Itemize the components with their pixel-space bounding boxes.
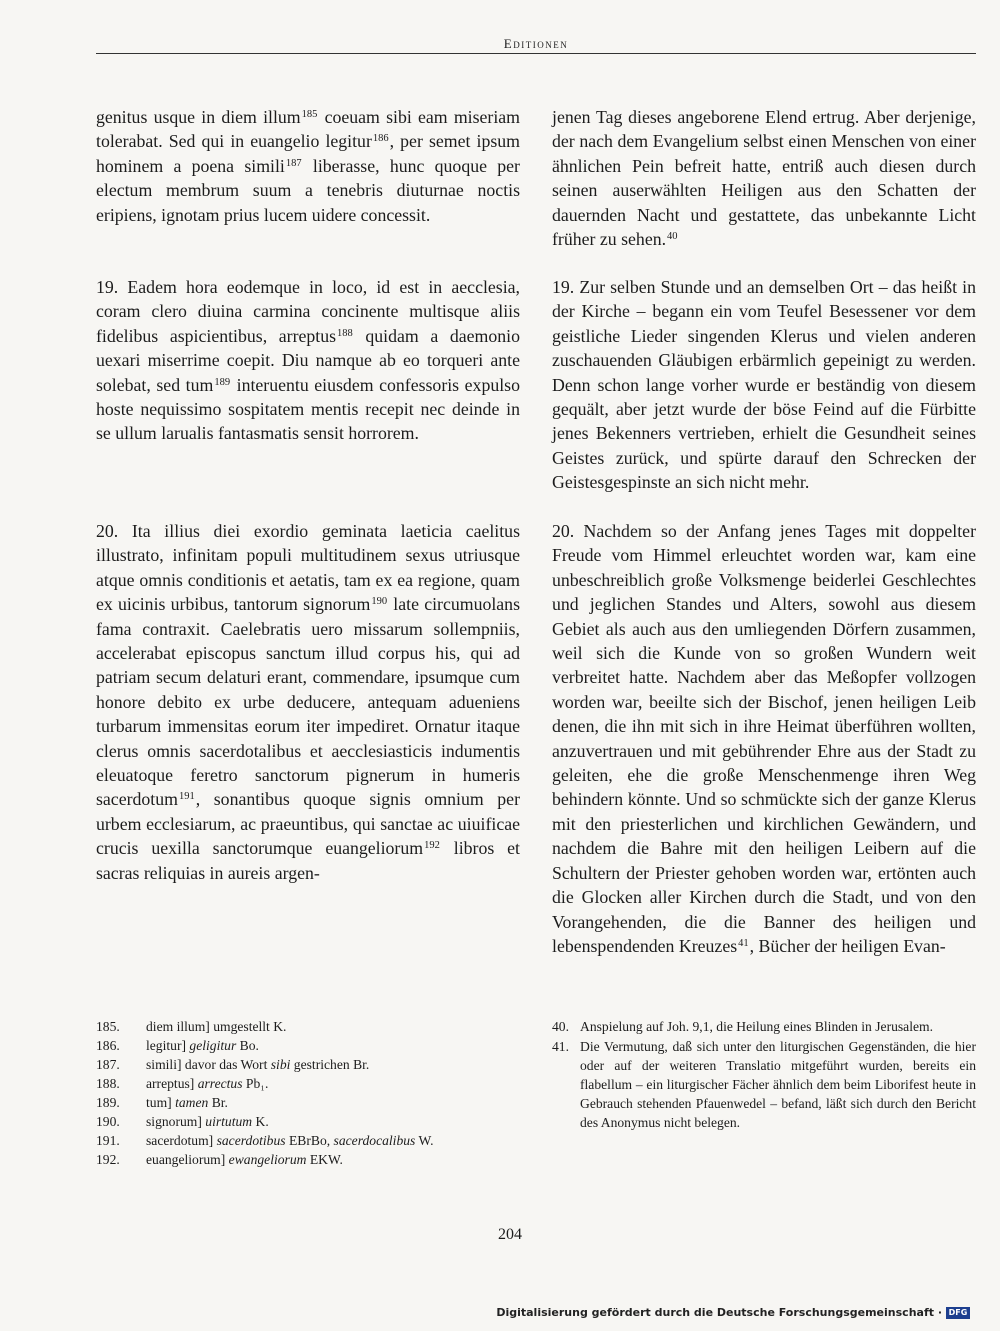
text: , Bücher der heiligen Evan-	[749, 935, 946, 956]
footnote-number: 188.	[96, 1076, 120, 1091]
text: genitus usque in diem illum	[96, 107, 301, 127]
text: quidam a daemonio uexari miserrime coepit. Diu namque ab eo torqueri ante solebat, sed tum	[96, 325, 520, 395]
footnote-ref-192[interactable]: 192	[424, 840, 440, 852]
footnote-188	[96, 1074, 520, 1093]
footnote-text: Pb₁.	[242, 1076, 269, 1091]
footnote-number: 187.	[96, 1057, 120, 1072]
footnote-ref-189[interactable]: 189	[214, 376, 231, 388]
footnote-text: tum]	[146, 1095, 176, 1110]
text: 19. Eadem hora eodemque in loco, id est in aecclesia, coram clero diuina carmina concinente multisque aliis fidelibus aspicientibus, arreptus	[96, 277, 520, 346]
footnote-number: 191.	[96, 1133, 120, 1148]
text: liberasse, hunc quoque per electum membrum suum a tenebris diuturnae noctis eripiens, ignotam prius lucem uidere concessit.	[96, 155, 520, 225]
variant-reading: sibi	[270, 1057, 291, 1072]
footnote-number: 40.	[552, 1019, 569, 1034]
footnote-ref-186[interactable]: 186	[372, 133, 389, 145]
footnote-text: K.	[252, 1114, 269, 1129]
footnote-190	[96, 1112, 520, 1131]
footnote-text: signorum]	[146, 1114, 206, 1129]
footnote-text: sacerdotum]	[146, 1133, 217, 1148]
footnote-text: simili] davor das Wort	[146, 1057, 271, 1072]
translation-footnotes	[552, 1017, 976, 1133]
footnote-text: Bo.	[236, 1038, 259, 1053]
footnote-number: 190.	[96, 1114, 120, 1129]
footnote-text: EKW.	[306, 1152, 343, 1167]
variant-reading: tamen	[175, 1095, 209, 1110]
digitization-credit	[496, 1306, 970, 1319]
footnote-ref-190[interactable]: 190	[371, 596, 388, 608]
footnote-text: EBrBo,	[285, 1133, 334, 1148]
footnote-187	[96, 1055, 520, 1074]
running-head: Editionen	[503, 36, 569, 51]
footnote-ref-41[interactable]: 41	[738, 937, 749, 949]
footnote-text: gestrichen Br.	[290, 1057, 370, 1072]
page-number: 204	[498, 1226, 522, 1243]
apparatus-footnotes	[96, 1017, 520, 1169]
footnote-186	[96, 1036, 520, 1055]
footnote-ref-191[interactable]: 191	[178, 791, 195, 803]
variant-reading: ewangeliorum	[228, 1152, 307, 1167]
footnote-text: legitur]	[146, 1038, 190, 1053]
variant-reading: uirtutum	[205, 1114, 253, 1129]
footnote-number: 41.	[552, 1039, 569, 1054]
footnote-ref-187[interactable]: 187	[285, 157, 302, 169]
footnote-number: 186.	[96, 1038, 120, 1053]
footnote-number: 192.	[96, 1152, 120, 1167]
credit-text: Digitalisierung gefördert durch die Deutsche Forschungsgemeinschaft ·	[496, 1306, 942, 1319]
dfg-logo-icon: DFG	[946, 1307, 970, 1319]
footnote-text: Anspielung auf Joh. 9,1, die Heilung eines Blinden in Jerusalem.	[580, 1019, 933, 1034]
latin-paragraph-1	[96, 105, 520, 227]
text: interuentu eiusdem confessoris expulso hoste nequissimo sospitatem mentis recepit nec deinde in se ullum larualis fantasmatis sensit horrorem.	[96, 374, 520, 444]
german-paragraph-1	[552, 105, 976, 251]
german-paragraph-19	[552, 275, 976, 495]
footnote-40	[552, 1017, 976, 1036]
text: 19. Zur selben Stunde und an demselben Ort – das heißt in der Kirche – begann ein vom Teufel Besessener vor dem geistliche Lieder singenden Klerus und vielen anderen zuschauenden Gläubigen erbärmlich gepeinigt zu werden. Denn schon lange vorher wurde er beständig von diesem gequält, aber jetzt wurde der böse Feind auf die Fürbitte jenes Bekenners vertrieben, erhielt die Gesundheit seines Geistes zurück, und spürte darauf den Schrecken der Geistesgespinste an sich nicht mehr.	[552, 277, 976, 493]
footnote-189	[96, 1093, 520, 1112]
variant-reading: sacerdotibus	[216, 1133, 286, 1148]
footnote-text: Die Vermutung, daß sich unter den liturgischen Gegenständen, die hier oder auf der weiteren Translatio mitgeführt wurden, bereits ein flabellum – ein liturgischer Fächer ähnlich dem beim Liborifest heute in Gebrauch stehenden Pfauenwedel – befand, läßt sich durch den Bericht des Anonymus nicht belegen.	[580, 1039, 976, 1130]
variant-reading: sacerdocalibus	[333, 1133, 416, 1148]
footnote-number: 189.	[96, 1095, 120, 1110]
footnote-192	[96, 1150, 520, 1169]
footnote-ref-188[interactable]: 188	[337, 327, 353, 339]
footnote-text: euangeliorum]	[146, 1152, 229, 1167]
footnote-text: W.	[415, 1133, 434, 1148]
text: libros et sacras reliquias in aureis argen-	[96, 838, 521, 883]
text: 20. Ita illius diei exordio geminata laeticia caelitus illustrato, infinitam populi multitudinem sexus utriusque atque omnis conditionis et aetatis, tam ex ea regione, quam ex uicinis urbibus, tantorum signorum	[96, 521, 520, 615]
text: coeuam sibi eam miseriam tolerabat. Sed qui in euangelio legitur	[96, 107, 521, 152]
footnote-191	[96, 1131, 520, 1150]
german-paragraph-20	[552, 519, 976, 958]
header-rule	[96, 53, 976, 54]
text: 20. Nachdem so der Anfang jenes Tages mit doppelter Freude vom Himmel erleuchtet worden war, kam eine unbeschreiblich große Volksmenge beiderlei Geschlechtes und jeglichen Standes und Alters, sowohl aus diesem Gebiet als auch aus den umliegenden Dörfern zusammen, weil sich die Kunde von so großen Wundern weit verbreitet hatte. Nachdem aber das Meßopfer vollzogen worden war, beeilte sich der Bischof, jenen heiligen Leib denen, die ihn mit sich in ihre Heimat überführen wollten, anzuvertrauen und mit gebührender Ehre aus der Stadt zu geleiten, ehe die große Menschenmenge ihren Weg behindern könnte. Und so schmückte sich der ganze Klerus mit den priesterlichen und kirchlichen Gewändern, und nachdem die Bahre mit den heiligen Leibern auf die Schultern der Priester gehoben worden war, ertönten auch die Glocken aller Kirchen durch die Stadt, und von den Vorangehenden, die die Banner des heiligen und lebenspendenden Kreuzes	[552, 521, 976, 956]
footnote-text: diem illum] umgestellt K.	[146, 1019, 287, 1034]
text: , per semet ipsum hominem a poena simili	[96, 131, 520, 176]
text: jenen Tag dieses angeborene Elend ertrug. Aber derjenige, der nach dem Evangelium selbst einen Menschen von einer ähnlichen Pein befreit hatte, entriß auch diesen durch seinen auserwählten Heiligen aus den Schatten der dauernden Nacht und gestattete, das unbekannte Licht früher zu sehen.	[552, 107, 976, 250]
footnote-text: Br.	[208, 1095, 228, 1110]
footnote-number: 185.	[96, 1019, 120, 1034]
footnote-ref-40[interactable]: 40	[667, 231, 678, 243]
footnote-text: arreptus]	[146, 1076, 198, 1091]
text: , sonantibus quoque signis omnium per urbem ecclesiarum, ac praeuntibus, qui sanctae ac uiuificae crucis uexilla sanctorumque euangeliorum	[96, 789, 520, 859]
footnote-185	[96, 1017, 520, 1036]
footnote-ref-185[interactable]: 185	[301, 109, 318, 120]
latin-paragraph-19	[96, 275, 520, 446]
variant-reading: arrectus	[197, 1076, 243, 1091]
latin-paragraph-20	[96, 519, 520, 885]
text: late circumuolans fama contraxit. Caelebratis uero missarum sollempniis, accelerabat episcopus sanctum illud corpus his, qui ad patriam secum delaturi erant, commendare, ipsumque cum honore debito ex urbe deducere, antequam adueniens turbarum immensitas eorum iter impediret. Ornatur itaque clerus omnis sacerdotalibus et aecclesiasticis indumentis eleuatoque feretro sanctorum pignerum in humeris sacerdotum	[96, 594, 520, 810]
footnote-41	[552, 1037, 976, 1132]
variant-reading: geligitur	[189, 1038, 237, 1053]
